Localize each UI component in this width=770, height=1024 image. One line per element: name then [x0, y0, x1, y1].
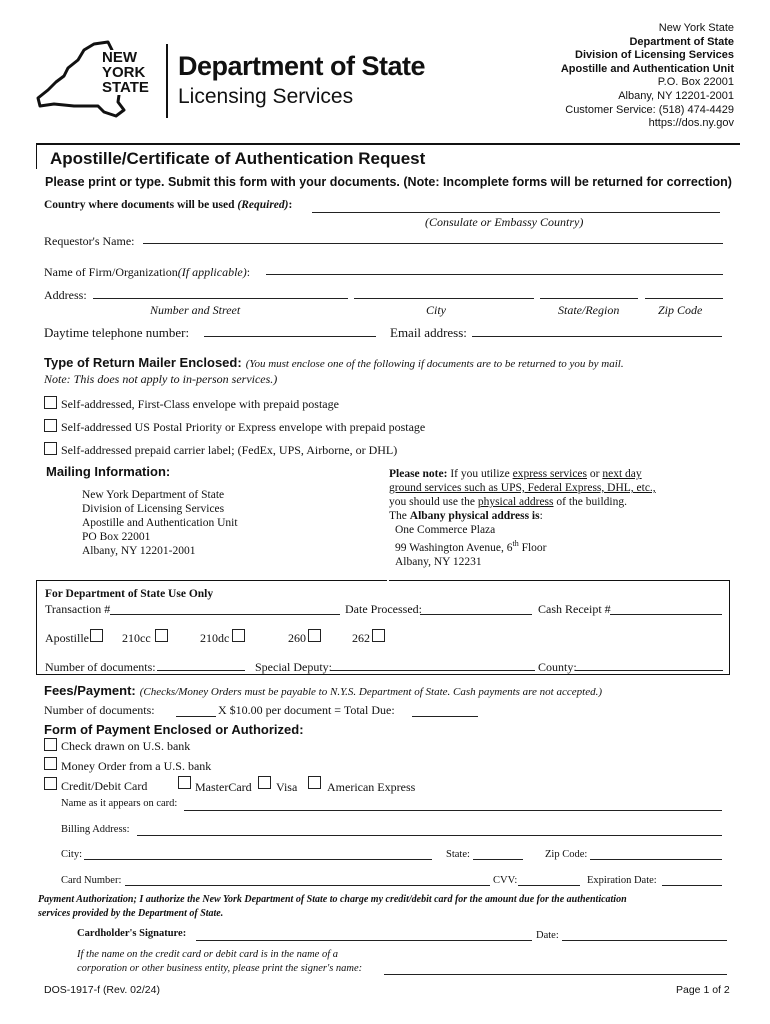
- fees-num-docs-input[interactable]: [176, 716, 216, 717]
- zip-input[interactable]: [645, 298, 723, 299]
- mastercard-label: MasterCard: [195, 780, 252, 794]
- website-link[interactable]: https://dos.ny.gov: [648, 117, 734, 130]
- pay-zip-input[interactable]: [590, 859, 722, 860]
- transaction-input[interactable]: [110, 614, 340, 615]
- albany-physical-heading: Albany physical address is: [409, 510, 540, 522]
- county-label: County:: [538, 660, 577, 674]
- mailer-note: (You must enclose one of the following if documents are to be returned to you by mail.: [245, 358, 624, 370]
- mailer-note-2: Note: This does not apply to in-person services.): [44, 372, 278, 386]
- mailing-line: PO Box 22001: [82, 531, 151, 543]
- street-caption: Number and Street: [150, 303, 241, 317]
- firm-label: [44, 266, 250, 278]
- corp-note-2: corporation or other business entity, please print the signer's name:: [77, 963, 363, 974]
- mastercard-checkbox[interactable]: [178, 776, 191, 789]
- fees-rate: X $10.00 per document = Total Due:: [218, 703, 395, 717]
- country-label: [44, 200, 292, 212]
- page-number: Page 1 of 2: [676, 984, 730, 996]
- fees-note: (Checks/Money Orders must be payable to N.Y.S. Department of State. Cash payments are not accepted.): [139, 686, 602, 698]
- office-num-docs-input[interactable]: [157, 670, 245, 671]
- date-label: Date:: [536, 930, 559, 941]
- apostille-label: Apostille: [45, 631, 89, 645]
- colon: :: [539, 510, 543, 522]
- phys-line: Albany, NY 12231: [395, 555, 482, 568]
- state-label: State:: [446, 849, 470, 860]
- 210dc-label: 210dc: [200, 631, 230, 645]
- 210dc-checkbox[interactable]: [232, 629, 245, 642]
- 260-label: 260: [288, 631, 306, 645]
- logo-text: [100, 50, 151, 95]
- auth-line-2: services provided by the Department of State.: [38, 908, 224, 919]
- processed-input[interactable]: [420, 614, 532, 615]
- ground-services: ground services such as UPS, Federal Express, DHL, etc.,: [389, 482, 656, 494]
- 210cc-label: 210cc: [122, 631, 151, 645]
- colon: :: [288, 199, 293, 211]
- fees-heading-line: [44, 683, 602, 699]
- visa-checkbox[interactable]: [258, 776, 271, 789]
- deputy-input[interactable]: [330, 670, 535, 671]
- dept-title: Department of State: [178, 51, 426, 81]
- instructions: Please print or type. Submit this form with your documents. (Note: Incomplete forms will be returned for correction): [45, 175, 732, 189]
- firm-label-text: Name of Firm/Organization: [44, 265, 178, 279]
- first-class-label: Self-addressed, First-Class envelope with prepaid postage: [61, 397, 339, 411]
- signature-input[interactable]: [196, 940, 532, 941]
- carrier-checkbox[interactable]: [44, 442, 57, 455]
- name-on-card-label: Name as it appears on card:: [61, 798, 178, 809]
- cvv-input[interactable]: [518, 885, 580, 886]
- addr-line: Department of State: [629, 35, 734, 48]
- amex-label: American Express: [327, 780, 416, 794]
- addr-line: New York State: [658, 22, 734, 34]
- note-text: you should use the: [389, 496, 478, 508]
- receipt-input[interactable]: [610, 614, 722, 615]
- city-label: City:: [61, 849, 83, 860]
- email-label: Email address:: [390, 325, 467, 340]
- express-services: express services: [512, 468, 588, 480]
- next-day: next day: [602, 468, 642, 480]
- billing-input[interactable]: [137, 835, 722, 836]
- mailing-heading: Mailing Information:: [46, 464, 171, 479]
- zip-caption: Zip Code: [658, 303, 703, 317]
- 262-checkbox[interactable]: [372, 629, 385, 642]
- mailing-line: Apostille and Authentication Unit: [82, 517, 238, 529]
- phone-input[interactable]: [204, 336, 376, 337]
- phys-line: 99 Washington Avenue, 6: [395, 541, 513, 554]
- pay-city-input[interactable]: [84, 859, 432, 860]
- apostille-checkbox[interactable]: [90, 629, 103, 642]
- note-text: or: [587, 468, 603, 480]
- note-bold: Please note:: [389, 468, 448, 480]
- mailing-address: [82, 488, 238, 558]
- city-input[interactable]: [354, 298, 534, 299]
- note-text: The: [389, 510, 410, 522]
- fees-heading: Fees/Payment:: [44, 683, 136, 698]
- state-input[interactable]: [540, 298, 638, 299]
- 210cc-checkbox[interactable]: [155, 629, 168, 642]
- amex-checkbox[interactable]: [308, 776, 321, 789]
- logo-line-3: STATE: [102, 79, 149, 96]
- note-text: If you utilize: [447, 468, 513, 480]
- requestor-input[interactable]: [143, 243, 723, 244]
- processed-label: Date Processed:: [345, 602, 422, 616]
- total-due-input[interactable]: [412, 716, 478, 717]
- transaction-label: Transaction #: [45, 602, 111, 616]
- phys-line: One Commerce Plaza: [395, 524, 496, 536]
- check-label: Check drawn on U.S. bank: [61, 739, 191, 753]
- mailer-heading: Type of Return Mailer Enclosed:: [44, 355, 242, 370]
- country-input[interactable]: [312, 212, 720, 213]
- phys-line: Floor: [518, 541, 547, 554]
- zip-label: Zip Code:: [545, 849, 588, 860]
- nys-logo: [34, 40, 174, 120]
- email-input[interactable]: [472, 336, 722, 337]
- form-title: Apostille/Certificate of Authentication Request: [50, 149, 426, 168]
- deputy-label: Special Deputy:: [255, 660, 332, 674]
- city-caption: City: [426, 303, 446, 317]
- expiration-label: Expiration Date:: [587, 875, 657, 886]
- county-input[interactable]: [575, 670, 723, 671]
- phone-label: Daytime telephone number:: [44, 325, 190, 340]
- office-num-docs-label: Number of documents:: [45, 660, 156, 674]
- division-title: Licensing Services: [178, 85, 354, 108]
- colon: :: [246, 265, 251, 279]
- physical-address-term: physical address: [477, 496, 554, 508]
- note-text: of the building.: [553, 496, 627, 508]
- addr-line: Division of Licensing Services: [575, 49, 734, 62]
- office-heading: For Department of State Use Only: [45, 588, 214, 600]
- money-order-label: Money Order from a U.S. bank: [61, 759, 212, 773]
- mailing-line: New York Department of State: [82, 489, 225, 501]
- addr-line: Albany, NY 12201-2001: [618, 89, 734, 102]
- requestor-label: Requestor's Name:: [44, 234, 135, 248]
- country-hint: (Consulate or Embassy Country): [425, 215, 584, 229]
- money-order-checkbox[interactable]: [44, 757, 57, 770]
- addr-line: Customer Service: (518) 474-4429: [565, 103, 734, 116]
- mailing-line: Division of Licensing Services: [82, 503, 225, 515]
- addr-line: P.O. Box 22001: [657, 76, 734, 89]
- cvv-label: CVV:: [493, 875, 518, 886]
- state-caption: State/Region: [558, 303, 620, 317]
- required-note: (Required): [237, 199, 289, 211]
- credit-card-label: Credit/Debit Card: [61, 779, 148, 793]
- superscript: th: [512, 539, 519, 548]
- logo-line-1: NEW: [102, 49, 137, 66]
- street-input[interactable]: [93, 298, 348, 299]
- payment-heading: Form of Payment Enclosed or Authorized:: [44, 722, 304, 737]
- name-on-card-input[interactable]: [184, 810, 722, 811]
- auth-line-1: Payment Authorization; I authorize the New York Department of State to charge my credit/debit card for the amount due for the authentication: [38, 894, 627, 905]
- carrier-label: Self-addressed prepaid carrier label; (FedEx, UPS, Airborne, or DHL): [61, 443, 398, 457]
- date-input[interactable]: [562, 940, 727, 941]
- check-checkbox[interactable]: [44, 738, 57, 751]
- addr-line: Apostille and Authentication Unit: [560, 62, 734, 75]
- billing-label: Billing Address:: [61, 824, 130, 835]
- signature-label: Cardholder's Signature:: [77, 928, 187, 939]
- country-label-text: Country where documents will be used: [44, 199, 235, 211]
- logo-line-2: YORK: [102, 64, 146, 81]
- visa-label: Visa: [276, 780, 298, 794]
- header-address: [561, 22, 734, 131]
- signer-name-input[interactable]: [384, 974, 727, 975]
- logo-divider: [166, 44, 168, 118]
- 262-label: 262: [352, 631, 370, 645]
- first-class-checkbox[interactable]: [44, 396, 57, 409]
- corp-note-1: If the name on the credit card or debit card is in the name of a: [77, 949, 338, 960]
- form-code: DOS-1917-f (Rev. 02/24): [44, 984, 160, 996]
- 260-checkbox[interactable]: [308, 629, 321, 642]
- firm-input[interactable]: [266, 274, 723, 275]
- address-label: Address:: [44, 288, 87, 302]
- mailer-heading-line: [44, 355, 624, 371]
- priority-checkbox[interactable]: [44, 419, 57, 432]
- receipt-label: Cash Receipt #: [538, 602, 611, 616]
- firm-hint: (If applicable): [177, 265, 247, 279]
- expiration-input[interactable]: [662, 885, 722, 886]
- fees-num-docs-label: Number of documents:: [44, 703, 155, 717]
- priority-label: Self-addressed US Postal Priority or Express envelope with prepaid postage: [61, 420, 426, 434]
- physical-address-note: [389, 467, 656, 569]
- card-number-input[interactable]: [125, 885, 490, 886]
- mailing-line: Albany, NY 12201-2001: [82, 545, 196, 557]
- credit-card-checkbox[interactable]: [44, 777, 57, 790]
- card-number-label: Card Number:: [61, 875, 122, 886]
- pay-state-input[interactable]: [473, 859, 523, 860]
